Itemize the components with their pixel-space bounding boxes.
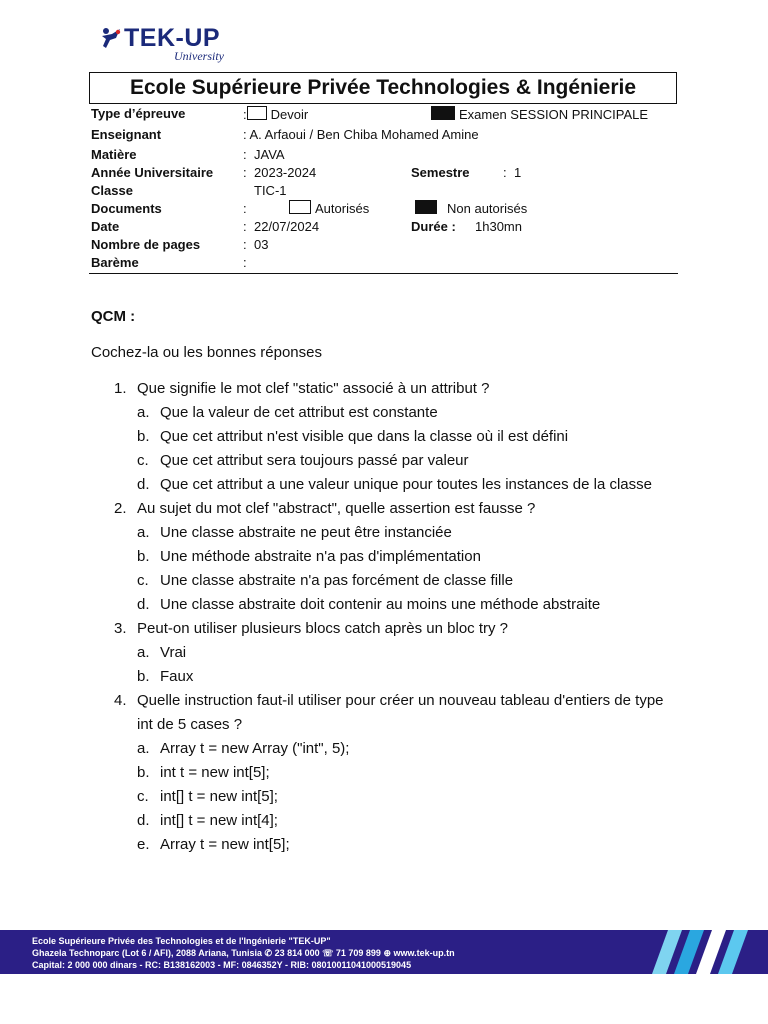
autorises-option [289,200,369,216]
classe-value: TIC-1 [254,183,287,198]
pages-colon: : [243,237,247,252]
option-letter: c. [137,452,149,469]
non-autorises-checkbox[interactable] [415,200,437,214]
answer-option[interactable] [114,809,676,833]
option-letter: c. [137,572,149,589]
enseignant-value: : A. Arfaoui / Ben Chiba Mohamed Amine [243,127,479,142]
option-text: Array t = new Array ("int", 5); [160,740,350,757]
answer-option[interactable] [114,545,676,569]
documents-label: Documents [91,201,162,216]
devoir-checkbox[interactable] [247,106,267,120]
option-text: Que cet attribut a une valeur unique pour toutes les instances de la classe [160,476,652,493]
non-autorises-option [415,200,527,216]
option-letter: a. [137,524,150,541]
annee-label: Année Universitaire [91,165,214,180]
question-number: 2. [114,500,127,517]
examen-option [431,106,648,122]
option-letter: b. [137,548,150,565]
matiere-value: JAVA [254,147,285,162]
footer-school: Ecole Supérieure Privée des Technologies et de l'Ingénierie "TEK-UP" [32,936,331,946]
qcm-instructions: Cochez-la ou les bonnes réponses [91,344,322,361]
tekup-logo [98,22,238,62]
question-number: 3. [114,620,127,637]
option-letter: c. [137,788,149,805]
option-text: Une classe abstraite n'a pas forcément de classe fille [160,572,514,589]
option-text: int[] t = new int[5]; [160,788,278,805]
type-label: Type d’épreuve [91,106,186,121]
option-text: Vrai [160,644,187,661]
date-label: Date [91,219,120,234]
documents-colon: : [243,201,247,216]
option-letter: d. [137,476,150,493]
classe-label: Classe [91,183,133,198]
answer-option[interactable] [114,473,676,497]
question-text: Que signifie le mot clef "static" associé à un attribut ? [137,380,490,397]
enseignant-label: Enseignant [91,127,162,142]
option-letter: e. [137,836,150,853]
option-letter: d. [137,596,150,613]
option-text: Array t = new int[5]; [160,836,290,853]
examen-label: Examen SESSION PRINCIPALE [459,107,649,122]
autorises-checkbox[interactable] [289,200,311,214]
annee-value: 2023-2024 [254,165,317,180]
answer-option[interactable] [114,833,676,857]
answer-option[interactable] [114,761,676,785]
option-letter: d. [137,812,150,829]
option-text: Que cet attribut sera toujours passé par valeur [160,452,469,469]
question [114,617,676,641]
question-number: 1. [114,380,127,397]
logo-name: TEK-UP [124,24,221,52]
answer-option[interactable] [114,785,676,809]
duree-label: Durée : [411,219,456,234]
footer-info [32,935,455,971]
pages-label: Nombre de pages [91,237,201,252]
qcm-title: QCM : [91,308,136,325]
type-colon: : Devoir [243,107,309,122]
option-text: Faux [160,668,194,685]
answer-option[interactable] [114,449,676,473]
answer-option[interactable] [114,521,676,545]
semestre-value: 1 [514,165,522,180]
option-text: int[] t = new int[4]; [160,812,278,829]
question [114,377,676,401]
option-letter: a. [137,644,150,661]
semestre-label: Semestre [411,165,470,180]
option-letter: b. [137,428,150,445]
devoir-label: Devoir [270,107,309,122]
bareme-colon: : [243,255,247,270]
option-text: Que la valeur de cet attribut est constante [160,404,438,421]
header-divider [89,273,678,274]
question [114,497,676,521]
non-autorises-label: Non autorisés [447,201,528,216]
answer-option[interactable] [114,665,676,689]
answer-option[interactable] [114,641,676,665]
option-text: Une classe abstraite ne peut être instanciée [160,524,452,541]
question-text: Au sujet du mot clef "abstract", quelle assertion est fausse ? [137,500,536,517]
option-letter: a. [137,404,150,421]
answer-option[interactable] [114,425,676,449]
option-letter: a. [137,740,150,757]
question-number: 4. [114,692,127,709]
footer-contact: Ghazela Technoparc (Lot 6 / AFI), 2088 Ariana, Tunisia ✆ 23 814 000 ☏ 71 709 899 ⊕ www.tek-up.tn [32,948,455,958]
answer-option[interactable] [114,737,676,761]
option-letter: b. [137,668,150,685]
bareme-label: Barème [91,255,139,270]
logo-mark-icon [98,26,124,52]
matiere-label: Matière [91,147,137,162]
question [114,689,676,737]
logo-subtitle: University [174,49,224,63]
option-text: Une classe abstraite doit contenir au moins une méthode abstraite [160,596,601,613]
answer-option[interactable] [114,569,676,593]
option-text: int t = new int[5]; [160,764,270,781]
date-value: 22/07/2024 [254,219,320,234]
option-letter: b. [137,764,150,781]
option-text: Que cet attribut n'est visible que dans la classe où il est défini [160,428,569,445]
answer-option[interactable] [114,401,676,425]
question-list [114,377,676,857]
question-text: Quelle instruction faut-il utiliser pour créer un nouveau tableau d'entiers de type int de 5 cases ? [137,692,664,733]
footer-legal: Capital: 2 000 000 dinars - RC: B138162003 - MF: 0846352Y - RIB: 08010011041000519045 [32,960,412,970]
question-text: Peut-on utiliser plusieurs blocs catch après un bloc try ? [137,620,509,637]
examen-checkbox[interactable] [431,106,455,120]
duree-value: 1h30mn [475,219,522,234]
option-text: Une méthode abstraite n'a pas d'implémentation [160,548,481,565]
pages-value: 03 [254,237,269,252]
autorises-label: Autorisés [315,201,370,216]
matiere-colon: : [243,147,247,162]
footer-banner [0,930,768,974]
date-colon: : [243,219,247,234]
answer-option[interactable] [114,593,676,617]
school-title: Ecole Supérieure Privée Technologies & Ingénierie [89,72,677,104]
semestre-colon: : [503,165,507,180]
annee-colon: : [243,165,247,180]
